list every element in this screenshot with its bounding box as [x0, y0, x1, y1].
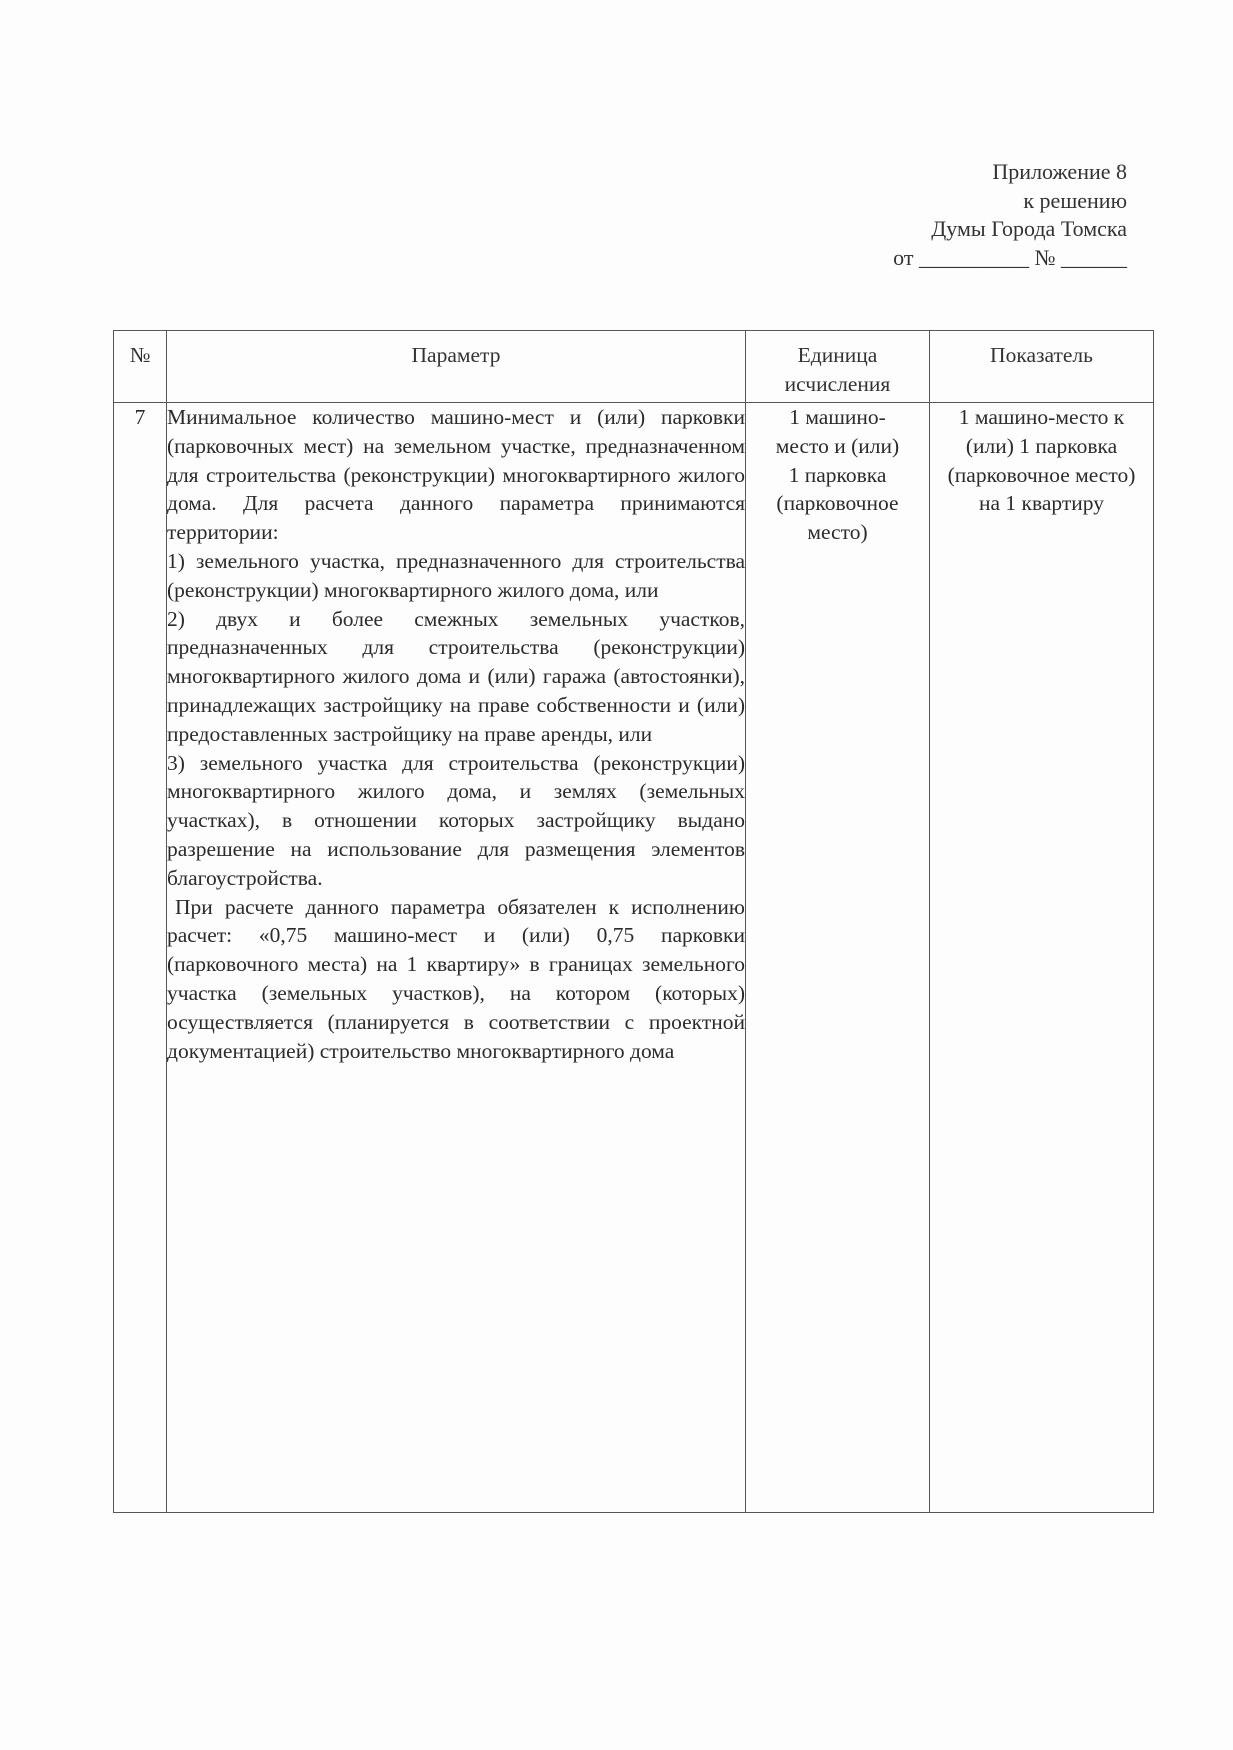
unit-line: 1 машино- — [789, 405, 886, 429]
parameter-paragraph: 3) земельного участка для строительства (реконструкции) многоквартирного жилого дома, и землях (земельных участках), в отношении которых застройщику выдано разрешение на использование для размещения элементов благоустройства. — [167, 750, 745, 890]
parameter-paragraph: Минимальное количество машино-мест и (или) парковки (парковочных мест) на земельном участке, предназначенном для строительства (реконструкции) многоквартирного жилого дома. Для расчета данного параметра принимаются территории: — [167, 405, 745, 545]
parameter-paragraph: 2) двух и более смежных земельных участков, предназначенных для строительства (реконструкции) многоквартирного жилого дома и (или) гаража (автостоянки), принадлежащих застройщику на праве собственности и (или) предоставленных застройщику на праве аренды, или — [167, 606, 745, 746]
appendix-header — [893, 158, 1127, 272]
column-header-unit — [746, 331, 930, 403]
unit-cell — [746, 403, 930, 1513]
value-line: (или) 1 парковка — [965, 433, 1118, 458]
column-header-number: № — [114, 331, 167, 403]
appendix-authority: Думы Города Томска — [931, 216, 1127, 241]
unit-line: место) — [807, 520, 868, 545]
column-header-value: Показатель — [930, 331, 1154, 403]
value-cell — [930, 403, 1154, 1513]
table-row — [114, 403, 1154, 1513]
column-header-parameter: Параметр — [167, 331, 746, 403]
value-line: на 1 квартиру — [979, 491, 1104, 516]
table-header-row — [114, 331, 1154, 403]
unit-line: место и (или) — [775, 433, 900, 458]
row-number: 7 — [114, 403, 167, 1513]
appendix-decision: к решению — [1023, 187, 1127, 213]
appendix-date-number: от __________ № ______ — [893, 244, 1127, 270]
parameter-description — [167, 403, 746, 1513]
unit-line: (парковочное — [776, 491, 899, 516]
parameter-paragraph: 1) земельного участка, предназначенного для строительства (реконструкции) многоквартирного жилого дома, или — [167, 548, 745, 602]
column-header-unit-line1: Единица — [797, 343, 878, 367]
parameters-table — [113, 330, 1154, 1513]
value-line: 1 машино-место к — [958, 405, 1125, 429]
column-header-unit-line2: исчисления — [784, 371, 891, 396]
value-line: (парковочное место) — [947, 462, 1136, 487]
appendix-number: Приложение 8 — [992, 159, 1127, 184]
unit-line: 1 парковка — [788, 462, 887, 487]
parameter-paragraph: При расчете данного параметра обязателен к исполнению расчет: «0,75 машино-мест и (или) 0,75 парковки (парковочного места) на 1 квартиру» в границах земельного участка (земельных участков), на котором (которых) осуществляется (планируется в соответствии с проектной документацией) строительство многоквартирного дома — [167, 894, 745, 1063]
